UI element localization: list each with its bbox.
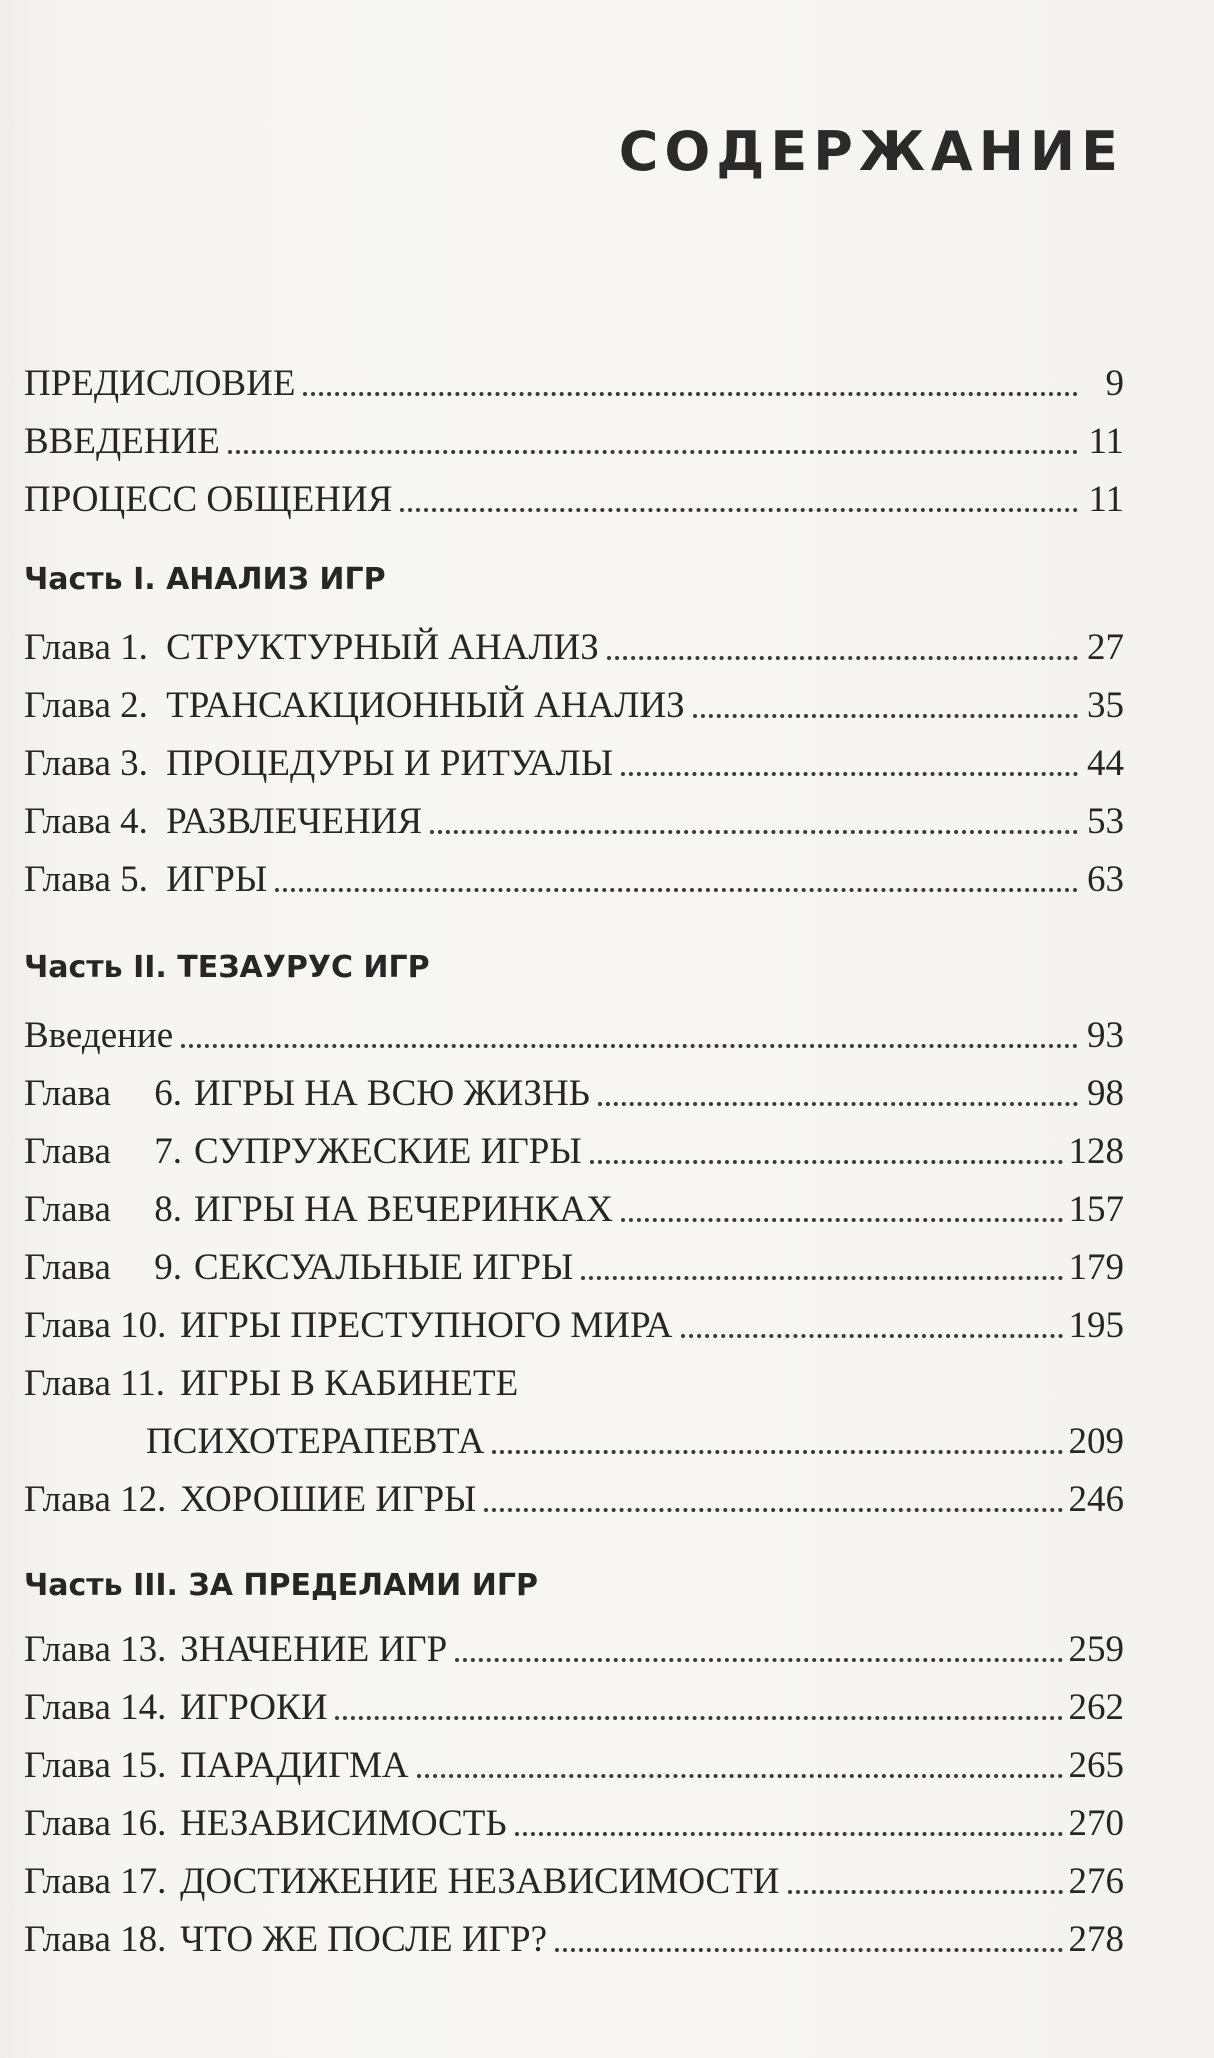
- toc-entry-communication[interactable]: [24, 462, 1124, 518]
- chapter-prefix: Глава: [24, 743, 111, 784]
- dot-leader: [788, 1878, 1063, 1894]
- toc-page-number: 265: [1068, 1745, 1124, 1786]
- toc-entry-chapter-2[interactable]: [24, 668, 1124, 724]
- chapter-prefix: Глава: [24, 1479, 111, 1520]
- dot-leader: [400, 496, 1078, 512]
- part-heading-3: Часть III. ЗА ПРЕДЕЛАМИ ИГР: [24, 1568, 538, 1603]
- toc-entry-label: Введение: [24, 1015, 174, 1056]
- chapter-number: 1.: [120, 627, 148, 668]
- toc-entry-preface[interactable]: [24, 346, 1124, 402]
- chapter-number: 11.: [120, 1363, 166, 1404]
- toc-entry-label: ДОСТИЖЕНИЕ НЕЗАВИСИМОСТИ: [180, 1861, 780, 1902]
- toc-page-number: 11: [1088, 421, 1124, 462]
- toc-page-number: 53: [1087, 801, 1124, 842]
- dot-leader: [681, 1322, 1063, 1338]
- toc-entry-label: СЕКСУАЛЬНЫЕ ИГРЫ: [194, 1247, 574, 1288]
- chapter-prefix: Глава: [24, 685, 111, 726]
- toc-entry-label: РАЗВЛЕЧЕНИЯ: [166, 801, 423, 842]
- toc-entry-label: СТРУКТУРНЫЙ АНАЛИЗ: [166, 627, 599, 668]
- toc-page-number: 259: [1068, 1629, 1124, 1670]
- toc-page-number: 246: [1068, 1479, 1124, 1520]
- dot-leader: [335, 1704, 1062, 1720]
- toc-entry-label: СУПРУЖЕСКИЕ ИГРЫ: [194, 1131, 582, 1172]
- toc-entry-chapter-12[interactable]: [24, 1462, 1124, 1518]
- dot-leader: [484, 1496, 1062, 1512]
- toc-page-number: 93: [1087, 1015, 1124, 1056]
- chapter-number: 13.: [120, 1629, 167, 1670]
- toc-entry-chapter-18[interactable]: [24, 1902, 1124, 1958]
- chapter-prefix: Глава: [24, 1745, 111, 1786]
- dot-leader: [621, 1206, 1063, 1222]
- toc-page-number: 278: [1068, 1919, 1124, 1960]
- toc-entry-chapter-3[interactable]: [24, 726, 1124, 782]
- toc-page-number: 262: [1068, 1687, 1124, 1728]
- toc-entry-label: ИГРЫ ПРЕСТУПНОГО МИРА: [180, 1305, 673, 1346]
- toc-page-number: 195: [1068, 1305, 1124, 1346]
- chapter-prefix: Глава: [24, 1363, 111, 1404]
- toc-entry-label: ПРОЦЕДУРЫ И РИТУАЛЫ: [166, 743, 614, 784]
- chapter-prefix: Глава: [24, 627, 111, 668]
- toc-entry-label: ЧТО ЖЕ ПОСЛЕ ИГР?: [180, 1919, 547, 1960]
- toc-entry-chapter-10[interactable]: [24, 1288, 1124, 1344]
- chapter-number: 6.: [154, 1073, 182, 1114]
- dot-leader: [303, 380, 1078, 396]
- chapter-number: 10.: [120, 1305, 167, 1346]
- dot-leader: [598, 1090, 1078, 1106]
- toc-entry-chapter-11-continuation[interactable]: [146, 1404, 1124, 1460]
- toc-page-number: 276: [1068, 1861, 1124, 1902]
- toc-page-number: 44: [1087, 743, 1124, 784]
- dot-leader: [693, 702, 1078, 718]
- toc-entry-chapter-5[interactable]: [24, 842, 1124, 898]
- toc-entry-label: ИГРЫ: [166, 859, 268, 900]
- toc-page-number: 157: [1068, 1189, 1124, 1230]
- toc-entry-chapter-4[interactable]: [24, 784, 1124, 840]
- page-title: СОДЕРЖАНИЕ: [618, 120, 1124, 183]
- part-heading-2: Часть II. ТЕЗАУРУС ИГР: [24, 950, 430, 985]
- dot-leader: [581, 1264, 1062, 1280]
- chapter-number: 9.: [154, 1247, 182, 1288]
- toc-entry-chapter-11[interactable]: [24, 1346, 1124, 1402]
- part-heading-1: Часть I. АНАЛИЗ ИГР: [24, 562, 386, 597]
- chapter-prefix: Глава: [24, 1803, 111, 1844]
- toc-entry-introduction[interactable]: [24, 404, 1124, 460]
- toc-page-number: 270: [1068, 1803, 1124, 1844]
- chapter-prefix: Глава: [24, 801, 111, 842]
- chapter-prefix: Глава: [24, 1247, 111, 1288]
- dot-leader: [607, 644, 1078, 660]
- chapter-number: 7.: [154, 1131, 182, 1172]
- toc-entry-label: ВВЕДЕНИЕ: [24, 421, 220, 462]
- toc-entry-label: ИГРЫ В КАБИНЕТЕ: [180, 1363, 519, 1404]
- chapter-number: 12.: [120, 1479, 167, 1520]
- toc-entry-chapter-1[interactable]: [24, 610, 1124, 666]
- toc-page-number: 179: [1068, 1247, 1124, 1288]
- dot-leader: [417, 1762, 1063, 1778]
- toc-entry-label: ХОРОШИЕ ИГРЫ: [180, 1479, 477, 1520]
- dot-leader: [181, 1032, 1078, 1048]
- toc-entry-chapter-8[interactable]: [24, 1172, 1124, 1228]
- toc-page-number: 9: [1105, 363, 1124, 404]
- chapter-number: 3.: [120, 743, 148, 784]
- dot-leader: [621, 760, 1078, 776]
- chapter-prefix: Глава: [24, 1687, 111, 1728]
- toc-entry-label: ПРЕДИСЛОВИЕ: [24, 363, 296, 404]
- toc-entry-label-continued: ПСИХОТЕРАПЕВТА: [146, 1421, 485, 1462]
- toc-entry-part2-intro[interactable]: [24, 998, 1124, 1054]
- chapter-number: 4.: [120, 801, 148, 842]
- chapter-number: 15.: [120, 1745, 167, 1786]
- chapter-number: 8.: [154, 1189, 182, 1230]
- dot-leader: [430, 818, 1078, 834]
- chapter-prefix: Глава: [24, 1131, 111, 1172]
- chapter-prefix: Глава: [24, 1305, 111, 1346]
- toc-page-number: 11: [1088, 479, 1124, 520]
- toc-entry-chapter-15[interactable]: [24, 1728, 1124, 1784]
- toc-page-number: 35: [1087, 685, 1124, 726]
- chapter-prefix: Глава: [24, 1073, 111, 1114]
- toc-entry-chapter-7[interactable]: [24, 1114, 1124, 1170]
- chapter-number: 14.: [120, 1687, 167, 1728]
- toc-entry-chapter-17[interactable]: [24, 1844, 1124, 1900]
- toc-entry-chapter-6[interactable]: [24, 1056, 1124, 1112]
- chapter-number: 5.: [120, 859, 148, 900]
- toc-entry-chapter-13[interactable]: [24, 1612, 1124, 1668]
- toc-entry-label: ИГРЫ НА ВСЮ ЖИЗНЬ: [194, 1073, 590, 1114]
- chapter-prefix: Глава: [24, 1919, 111, 1960]
- toc-page-number: 128: [1068, 1131, 1124, 1172]
- toc-entry-label: ЗНАЧЕНИЕ ИГР: [180, 1629, 448, 1670]
- dot-leader: [492, 1438, 1062, 1454]
- toc-page-number: 63: [1087, 859, 1124, 900]
- dot-leader: [455, 1646, 1062, 1662]
- dot-leader: [555, 1936, 1063, 1952]
- chapter-number: 18.: [120, 1919, 167, 1960]
- chapter-prefix: Глава: [24, 1189, 111, 1230]
- toc-entry-label: ИГРЫ НА ВЕЧЕРИНКАХ: [194, 1189, 613, 1230]
- toc-page-number: 98: [1087, 1073, 1124, 1114]
- dot-leader: [275, 876, 1078, 892]
- chapter-number: 2.: [120, 685, 148, 726]
- chapter-prefix: Глава: [24, 1629, 111, 1670]
- dot-leader: [515, 1820, 1063, 1836]
- toc-entry-chapter-14[interactable]: [24, 1670, 1124, 1726]
- toc-entry-label: ПРОЦЕСС ОБЩЕНИЯ: [24, 479, 393, 520]
- chapter-number: 16.: [120, 1803, 167, 1844]
- toc-page-number: 209: [1068, 1421, 1124, 1462]
- toc-entry-label: ИГРОКИ: [180, 1687, 328, 1728]
- chapter-number: 17.: [120, 1861, 167, 1902]
- toc-entry-label: ТРАНСАКЦИОННЫЙ АНАЛИЗ: [166, 685, 685, 726]
- toc-page-number: 27: [1087, 627, 1124, 668]
- toc-entry-chapter-16[interactable]: [24, 1786, 1124, 1842]
- toc-entry-label: НЕЗАВИСИМОСТЬ: [180, 1803, 507, 1844]
- toc-entry-chapter-9[interactable]: [24, 1230, 1124, 1286]
- chapter-prefix: Глава: [24, 859, 111, 900]
- toc-entry-label: ПАРАДИГМА: [180, 1745, 409, 1786]
- dot-leader: [228, 438, 1078, 454]
- chapter-prefix: Глава: [24, 1861, 111, 1902]
- dot-leader: [590, 1148, 1063, 1164]
